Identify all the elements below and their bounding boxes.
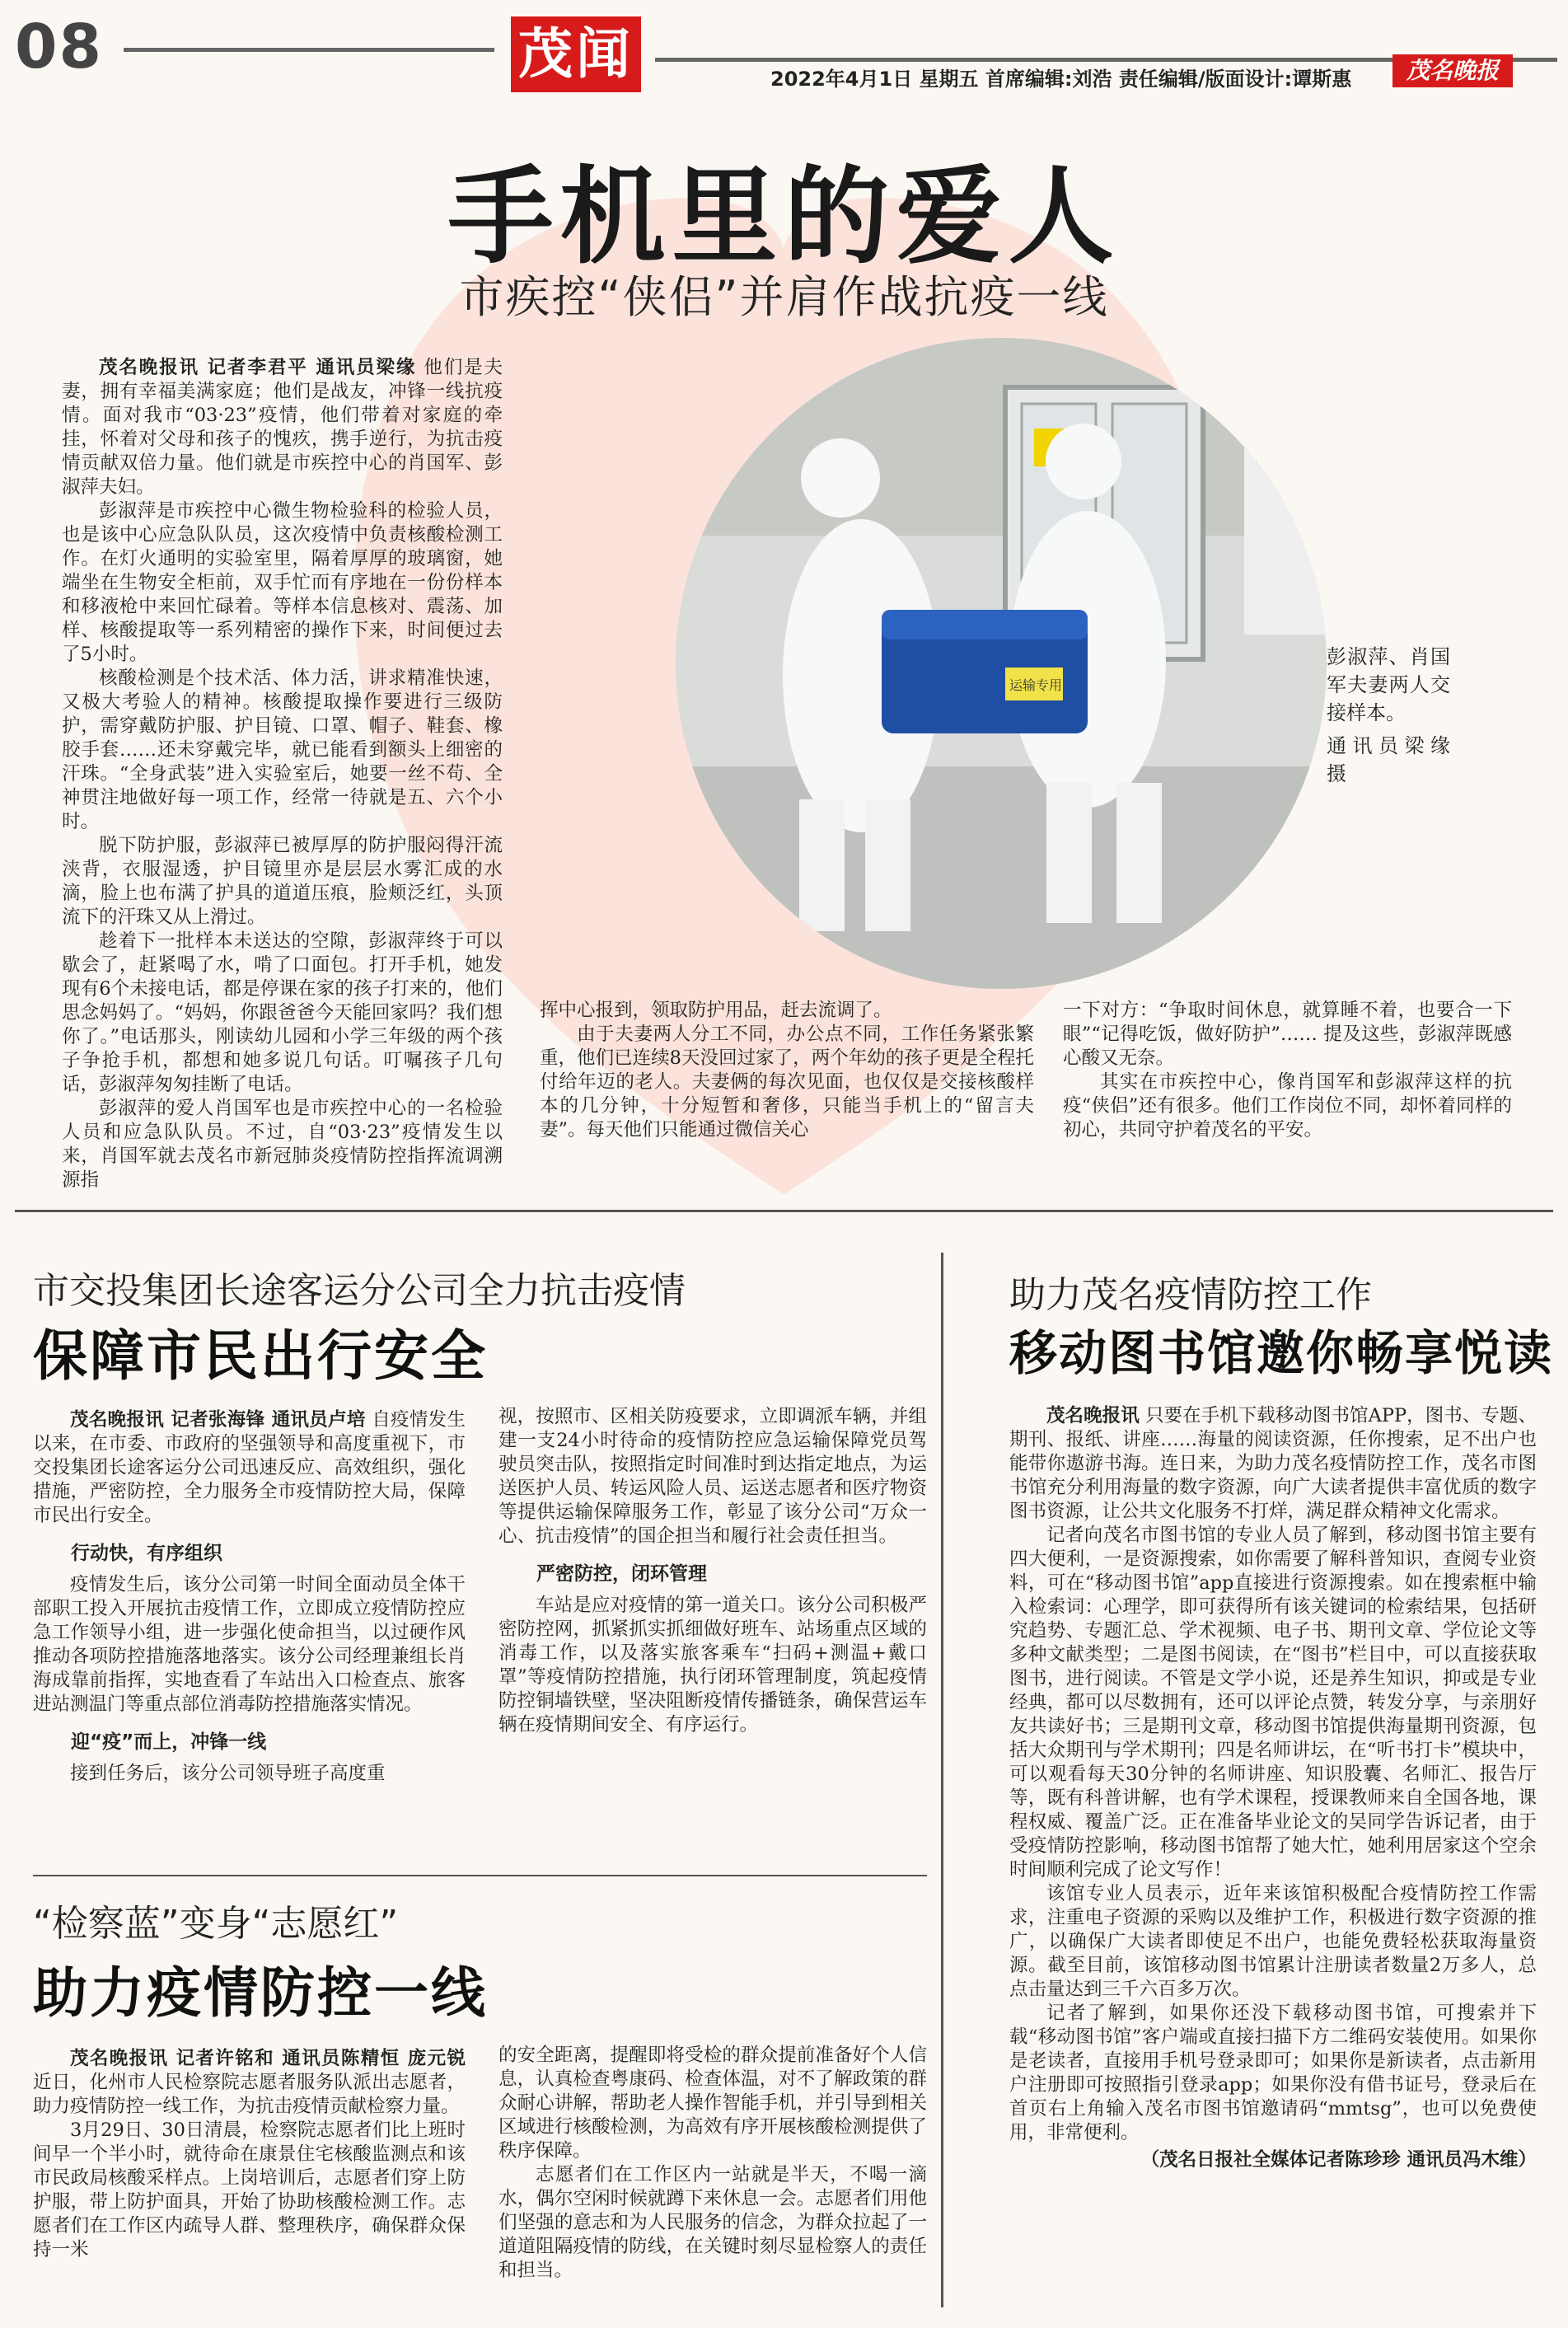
paragraph: 该馆专业人员表示，近年来该馆积极配合疫情防控工作需求，注重电子资源的采购以及维护工作，积极进行数字资源的推广，以确保广大读者即使足不出户，也能免费轻松获取海量资源。截至目前，该馆移动图书馆累计注册读者数量2万多人，总点击量达到三千六百多万次。 (1009, 1883, 1537, 2000)
caption-credit: 通讯员梁缘 摄 (1327, 734, 1450, 785)
library-headline: 移动图书馆邀你畅享悦读 (1009, 1325, 1554, 1381)
transport-headline: 保障市民出行安全 (33, 1324, 488, 1388)
library-signature: （茂名日报社全媒体记者陈珍珍 通讯员冯木维） (1140, 2149, 1537, 2171)
wall-sign: 食品安全 (1252, 446, 1326, 466)
procuratorate-column-2 (498, 2044, 927, 2283)
library-column (1009, 1401, 1537, 2171)
paragraph: 的安全距离，提醒即将受检的群众提前准备好个人信息，认真检查粤康码、检查体温，对不了解政策的群众耐心讲解，帮助老人操作智能手机，并引导到相关区域进行核酸检测，为高效有序开展核酸检测提供了秩序保障。 (498, 2045, 927, 2162)
photo-illustration (676, 338, 1327, 989)
paragraph: 趁着下一批样本未送达的空隙，彭淑萍终于可以歇会了，赶紧喝了水，啃了口面包。打开手机，她发现有6个未接电话，都是停课在家的孩子打来的，他们思念妈妈了。“妈妈，你跟爸爸今天能回家吗？我们想你了。”电话那头，刚读幼儿园和小学三年级的两个孩子争抢手机，都想和她多说几句话。叮嘱孩子几句话，彭淑萍匆匆挂断了电话。 (62, 930, 503, 1095)
headline-main: 手机里的爱人 (447, 156, 1121, 279)
paragraph: 其实在市疾控中心，像肖国军和彭淑萍这样的抗疫“侠侣”还有很多。他们工作岗位不同，却怀着同样的初心，共同守护着茂名的平安。 (1063, 1071, 1512, 1141)
paragraph: 疫情发生后，该分公司第一时间全面动员全体干部职工投入开展抗击疫情工作，立即成立疫情防控应急工作领导小组，进一步强化使命担当，以过硬作风推动各项防控措施落地落实。该分公司经理兼组长肖海成靠前指挥，实地查看了车站出入口检查点、旅客进站测温门等重点部位消毒防控措施落实情况。 (33, 1574, 466, 1715)
paragraph: 彭淑萍的爱人肖国军也是市疾控中心的一名检验人员和应急队队员。不过，自“03·23”疫情发生以来，肖国军就去茂名市新冠肺炎疫情防控指挥流调溯源指 (62, 1098, 503, 1191)
procuratorate-kicker: “检察蓝”变身“志愿红” (33, 1903, 399, 1945)
paragraph: 彭淑萍是市疾控中心微生物检验科的检验人员，也是该中心应急队队员，这次疫情中负责核酸检测工作。在灯火通明的实验室里，隔着厚厚的玻璃窗，她端坐在生物安全柜前，双手忙而有序地在一份份样本和移液枪中来回忙碌着。等样本信息核对、震荡、加样、核酸提取等一系列精密的操作下来，时间便过去了5小时。 (62, 500, 503, 665)
newspaper-logo: 茂名晚报 (1392, 54, 1513, 87)
procuratorate-byline: 茂名晚报讯 记者许铭和 通讯员陈精恒 庞元锐 (70, 2048, 466, 2069)
subhead: 迎“疫”而上，冲锋一线 (71, 1731, 267, 1753)
transport-column-2 (498, 1405, 927, 1737)
paragraph: 核酸检测是个技术活、体力活，讲求精准快速，又极大考验人的精神。核酸提取操作要进行三级防护，需穿戴防护服、护目镜、口罩、帽子、鞋套、橡胶手套……还未穿戴完毕，就已能看到额头上细密的汗珠。“全身武装”进入实验室后，她要一丝不苟、全神贯注地做好每一项工作，经常一待就是五、六个小时。 (62, 667, 503, 832)
photo-caption (1327, 643, 1450, 788)
paragraph: 视，按照市、区相关防疫要求，立即调派车辆，并组建一支24小时待命的疫情防控应急运输保障党员驾驶员突击队，按照指定时间准时到达指定地点，为运送医护人员、转运风险人员、运送志愿者和医疗物资等提供运输保障服务工作，彰显了该分公司“万众一心、抗击疫情”的国企担当和履行社会责任担当。 (498, 1406, 927, 1547)
paragraph: 由于夫妻两人分工不同，办公点不同，工作任务紧张繁重，他们已连续8天没回过家了，两个年幼的孩子更是全程托付给年迈的老人。夫妻俩的每次见面，也仅仅是交接核酸样本的几分钟，十分短暂和奢侈，只能当手机上的“留言夫妻”。每天他们只能通过微信关心 (540, 1023, 1034, 1141)
heart-story-column-3 (1063, 999, 1512, 1142)
subheadline-main: 市疾控“侠侣”并肩作战抗疫一线 (459, 271, 1109, 323)
paragraph: 自疫情发生以来，在市委、市政府的坚强领导和高度重视下，市交投集团长途客运分公司迅速反应、高效组织，强化措施，严密防控，全力服务全市疫情防控大局，保障市民出行安全。 (33, 1409, 466, 1526)
library-byline: 茂名晚报讯 (1046, 1405, 1140, 1426)
paragraph: 记者了解到，如果你还没下载移动图书馆，可搜索并下载“移动图书馆”客户端或直接扫描下方二维码安装使用。如果你是老读者，直接用手机号登录即可；如果你是新读者，点击新用户注册即可按照指引登录app；如果你没有借书证号，登录后在首页右上角输入茂名市图书馆邀请码“mmtsg”，也可以免费使用，非常便利。 (1009, 2002, 1537, 2143)
heart-story-column-2 (540, 999, 1034, 1142)
paragraph: 一下对方：“争取时间休息，就算睡不着，也要合一下眼”“记得吃饭，做好防护”…… 提及这些，彭淑萍既感心酸又无奈。 (1063, 1000, 1512, 1069)
caption-text: 彭淑萍、肖国军夫妻两人交接样本。 (1327, 645, 1450, 724)
subhead: 严密防控，闭环管理 (536, 1563, 707, 1585)
transport-column-1 (33, 1405, 466, 1786)
subhead: 行动快，有序组织 (71, 1543, 222, 1564)
paragraph: 3月29日、30日清晨，检察院志愿者们比上班时间早一个半小时，就待命在康景住宅核酸监测点和该市民政局核酸采样点。上岗培训后，志愿者们穿上防护服，带上防护面具，开始了协助核酸检测工作。志愿者们在工作区内疏导人群、整理秩序，确保群众保持一米 (33, 2120, 466, 2260)
page-number: 08 (15, 12, 103, 82)
procuratorate-headline: 助力疫情防控一线 (33, 1961, 488, 2025)
story-photo (676, 338, 1327, 989)
paragraph: 只要在手机下载移动图书馆APP，图书、专题、期刊、报纸、讲座……海量的阅读资源，任你搜索，足不出户也能带你遨游书海。连日来，为助力茂名疫情防控工作，茂名市图书馆充分利用海量的数字资源，向广大读者提供丰富优质的数字图书资源，让公共文化服务不打烊，满足群众精神文化需求。 (1009, 1405, 1537, 1522)
paragraph: 近日，化州市人民检察院志愿者服务队派出志愿者，助力疫情防控一线工作，为抗击疫情贡献检察力量。 (33, 2072, 466, 2117)
paragraph: 挥中心报到，领取防护用品，赶去流调了。 (540, 1000, 892, 1021)
story-divider (33, 1875, 927, 1876)
section-tag: 茂闻 (511, 16, 641, 92)
paragraph: 他们是夫妻，拥有幸福美满家庭；他们是战友，冲锋一线抗疫情。面对我市“03·23”疫情，他们带着对家庭的牵挂，怀着对父母和孩子的愧疚，携手逆行，为抗击疫情贡献双倍力量。他们就是市疾控中心的肖国军、彭淑萍夫妇。 (62, 357, 503, 498)
paragraph: 脱下防护服，彭淑萍已被厚厚的防护服闷得汗流浃背，衣服湿透，护目镜里亦是层层水雾汇成的水滴，脸上也布满了护具的道道压痕，脸颊泛红，头顶流下的汗珠又从上滑过。 (62, 835, 503, 928)
heart-story-byline: 茂名晚报讯 记者李君平 通讯员梁缘 (99, 357, 417, 378)
top-rule (124, 48, 494, 52)
heart-story-column-1 (62, 356, 503, 1192)
paragraph: 车站是应对疫情的第一道关口。该分公司积极严密防控网，抓紧抓实抓细做好班车、站场重点区域的消毒工作，以及落实旅客乘车“扫码+测温+戴口罩”等疫情防控措施，执行闭环管理制度，筑起疫情防控铜墙铁壁，坚决阻断疫情传播链条，确保营运车辆在疫情期间安全、有序运行。 (498, 1595, 927, 1735)
paragraph: 志愿者们在工作区内一站就是半天，不喝一滴水，偶尔空闲时候就蹲下来休息一会。志愿者们用他们坚强的意志和为人民服务的信念，为群众拉起了一道道阻隔疫情的防线，在关键时刻尽显检察人的责任和担当。 (498, 2164, 927, 2281)
transport-kicker: 市交投集团长途客运分公司全力抗击疫情 (33, 1270, 686, 1312)
library-kicker: 助力茂名疫情防控工作 (1009, 1274, 1372, 1316)
procuratorate-column-1 (33, 2044, 466, 2262)
transport-byline: 茂名晚报讯 记者张海锋 通讯员卢培 (70, 1409, 366, 1431)
section-divider (15, 1210, 1553, 1212)
column-divider (941, 1253, 943, 2307)
paragraph: 记者向茂名市图书馆的专业人员了解到，移动图书馆主要有四大便利，一是资源搜索，如你需要了解科普知识，查阅专业资料，可在“移动图书馆”app直接进行资源搜索。如在搜索框中输入检索词：心理学，即可获得所有该关键词的检索结果，包括研究趋势、专题汇总、学术视频、电子书、期刊文章、学位论文等多种文献类型；二是图书阅读，在“图书”栏目中，可以直接获取图书，进行阅读。不管是文学小说，还是养生知识，抑或是专业经典，都可以尽数拥有，还可以评论点赞，转发分享，与亲朋好友共读好书；三是期刊文章，移动图书馆提供海量期刊资源，包括大众期刊与学术期刊；四是名师讲坛，在“听书打卡”模块中，可以观看每天30分钟的名师讲座、知识股囊、名师汇、报告厅等，既有科普讲解，也有学术课程，授课教师来自全国各地，课程权威、覆盖广泛。正在准备毕业论文的吴同学告诉记者，由于受疫情防控影响，移动图书馆帮了她大忙，她利用居家这个空余时间顺利完成了论文写作！ (1009, 1525, 1537, 1881)
cooler-label: 运输专用 (1009, 677, 1063, 693)
issue-info: 2022年4月1日 星期五 首席编辑:刘浩 责任编辑/版面设计:谭斯惠 (770, 68, 1352, 91)
paragraph: 接到任务后，该分公司领导班子高度重 (70, 1763, 386, 1784)
